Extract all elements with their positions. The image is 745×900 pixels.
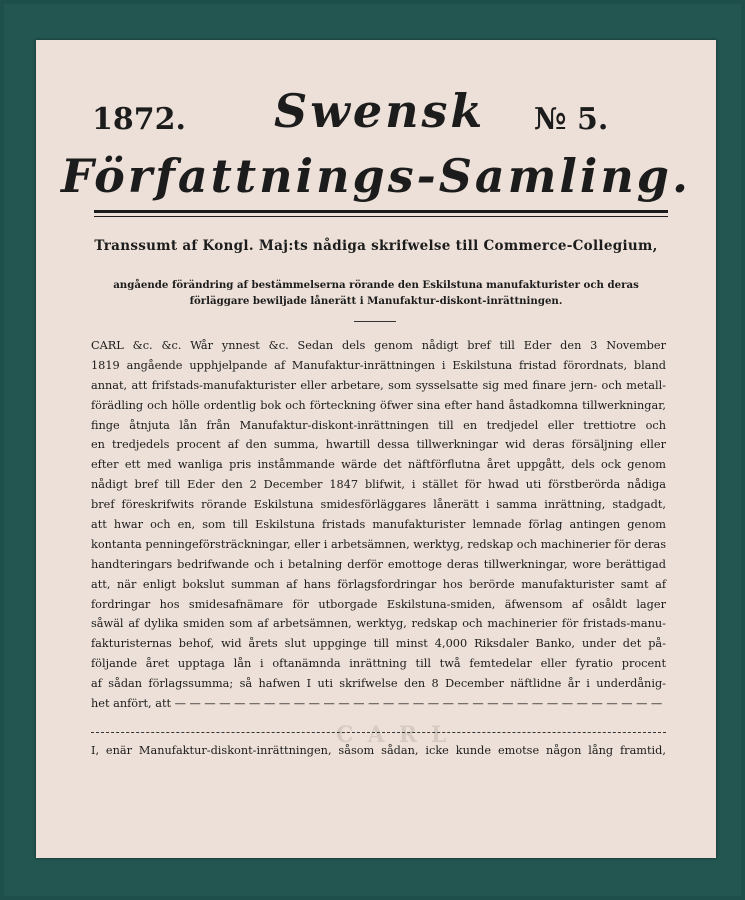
body-dash-line: [91, 694, 666, 714]
issue-year: 1872.: [92, 102, 186, 137]
masthead-rule-thick: [94, 210, 668, 213]
body-line: fakturisternas behof, wid årets slut uppginge till minst 4,000 Riksdaler Banko, under det på-: [91, 637, 666, 651]
body-line: att, när enligt bokslut summan af hans förlagsfordringar hos berörde manufakturister samt af: [91, 577, 666, 591]
masthead-title-word2: Författnings-Samling.: [61, 149, 691, 203]
body-line: fordringar hos smidesafnämare för utborgade Eskilstuna-smiden, äfwensom af osåldt lager: [91, 597, 666, 611]
body-line: kontanta penningeförsträckningar, eller i arbetsämnen, werktyg, redskap och machinerier för deras: [91, 537, 666, 551]
section-divider: [354, 321, 396, 322]
bleed-through-text: CARL: [336, 722, 461, 748]
document-subheading: [76, 277, 676, 309]
body-line: finge åtnjuta lån från Manufaktur-diskont-inrättningen till en tredjedel eller trettiotre och: [91, 418, 666, 432]
body-line: nådigt bref till Eder den 2 December 1847 blifwit, i stället för hwad uti förstberörda nådiga: [91, 478, 666, 492]
body-line: förädling och hölle ordentlig bok och förteckning öfwer sina efter hand åstadkomna tillwerkningar,: [91, 398, 666, 412]
subheading-line: förläggare bewiljade lånerätt i Manufaktur-diskont-inrättningen.: [189, 295, 563, 307]
body-line: 1819 angående upphjelpande af Manufaktur-inrättningen i Eskilstuna fristad förordnats, bland: [91, 358, 666, 372]
body-line: bref föreskrifwits rörande Eskilstuna smidesförläggares lånerätt i samma inrättning, stadgadt,: [91, 498, 666, 512]
masthead-rule-thin: [94, 216, 668, 217]
document-body: [91, 336, 666, 714]
masthead-title-word1: Swensk: [274, 84, 486, 138]
body-line: att hwar och en, som till Eskilstuna fristads manufakturister lemnade förlag antingen genom: [91, 518, 666, 532]
body-line: annat, att frifstads-manufakturister eller arbetare, som sysselsatte sig med finare jern- och metall-: [91, 378, 666, 392]
body-line: efter ett med wanliga pris inståmmande wärde det näftförflutna året uppgått, dels ock genom: [91, 458, 666, 472]
subheading-line: angående förändring af bestämmelserna rörande den Eskilstuna manufakturister och deras: [113, 279, 639, 291]
body-line: CARL &c. &c. Wår ynnest &c. Sedan dels genom nådigt bref till Eder den 3 November: [91, 339, 666, 352]
body-line: följande året upptaga lån i oftanämnda inrättning till twå femtedelar eller fyratio procent: [91, 657, 666, 671]
body-line: af sådan förlagssumma; så hafwen I uti skrifwelse den 8 December näftlidne år i underdånig-: [91, 677, 666, 691]
document-page: [36, 40, 716, 858]
dash-filler: — — — — — — — — — — — — — — — — — — — — — — — — — — — — — — — — —: [171, 697, 663, 711]
body-line: handteringars bedrifwande och i betalning derför emottoge deras tillwerkningar, wore berättigad: [91, 557, 666, 571]
omission-rule: [91, 732, 666, 733]
final-line: I, enär Manufaktur-diskont-inrättningen, såsom sådan, icke kunde emotse någon lång framtid,: [91, 744, 666, 757]
issue-number: № 5.: [534, 102, 609, 137]
document-heading: Transsumt af Kongl. Maj:ts nådiga skrifwelse till Commerce-Collegium,: [94, 238, 658, 254]
body-line: en tredjedels procent af den summa, hwartill dessa tillwerkningar wid deras försäljning eller: [91, 438, 666, 452]
body-line: såwäl af dylika smiden som af arbetsämnen, werktyg, redskap och machinerier för fristads-manu-: [91, 617, 666, 631]
masthead: [36, 84, 716, 150]
body-line-end: het anfört, att: [91, 697, 172, 711]
